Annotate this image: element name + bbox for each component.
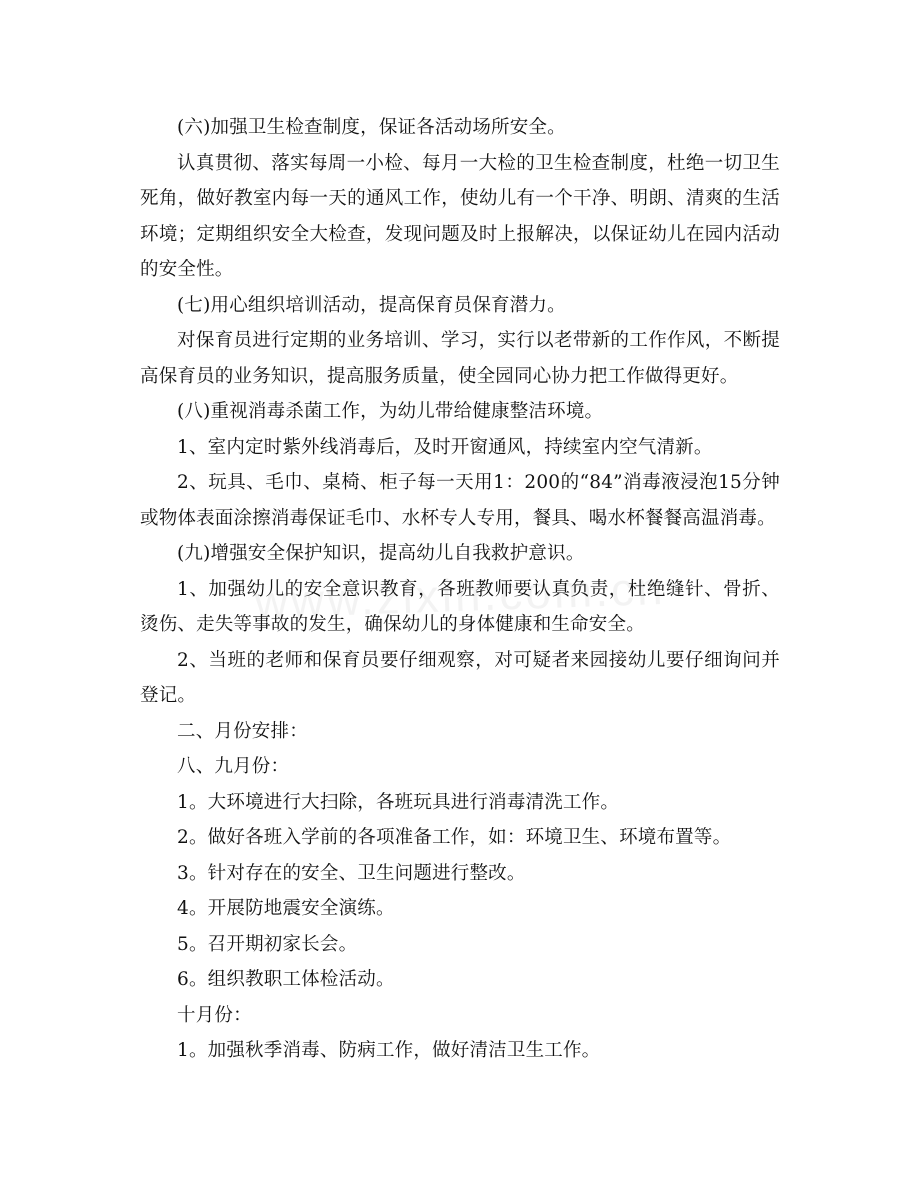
section-heading-6: (六)加强卫生检查制度，保证各活动场所安全。 xyxy=(177,117,566,138)
section-heading-monthly: 二、月份安排： xyxy=(177,720,308,742)
list-item: 2、当班的老师和保育员要仔细观察，对可疑者来园接幼儿要仔细询问并登记。 xyxy=(140,649,780,706)
list-item: 6。组织教职工体检活动。 xyxy=(177,969,395,990)
month-heading-oct: 十月份： xyxy=(177,1004,252,1026)
paragraph: 认真贯彻、落实每周一小检、每月一大检的卫生检查制度，杜绝一切卫生死角，做好教室内每一天的通风工作，使幼儿有一个干净、明朗、清爽的生活环境；定期组织安全大检查，发现问题及时上报解决，以保证幼儿在园内活动的安全性。 xyxy=(140,152,780,280)
section-heading-8: (八)重视消毒杀菌工作，为幼儿带给健康整洁环境。 xyxy=(177,401,604,422)
document-body xyxy=(140,110,780,1069)
list-item: 5。召开期初家长会。 xyxy=(177,933,358,955)
list-item: 1、室内定时紫外线消毒后，及时开窗通风，持续室内空气清新。 xyxy=(177,436,713,458)
list-item: 2。做好各班入学前的各项准备工作，如：环境卫生、环境布置等。 xyxy=(177,827,732,848)
list-item: 3。针对存在的安全、卫生问题进行整改。 xyxy=(177,862,526,884)
paragraph: 对保育员进行定期的业务培训、学习，实行以老带新的工作作风，不断提高保育员的业务知识，提高服务质量，使全园同心协力把工作做得更好。 xyxy=(140,330,780,387)
section-heading-9: (九)增强安全保护知识，提高幼儿自我救护意识。 xyxy=(177,543,585,564)
list-item: 2、玩具、毛巾、桌椅、柜子每一天用1：200的“84”消毒液浸泡15分钟或物体表面涂擦消毒保证毛巾、水杯专人专用，餐具、喝水杯餐餐高温消毒。 xyxy=(140,472,780,529)
list-item: 1、加强幼儿的安全意识教育，各班教师要认真负责，杜绝缝针、骨折、烫伤、走失等事故的发生，确保幼儿的身体健康和生命安全。 xyxy=(140,578,780,635)
list-item: 1。加强秋季消毒、防病工作，做好清洁卫生工作。 xyxy=(177,1040,601,1061)
list-item: 1。大环境进行大扫除，各班玩具进行消毒清洗工作。 xyxy=(177,791,620,813)
month-heading-aug-sep: 八、九月份： xyxy=(177,756,290,777)
section-heading-7: (七)用心组织培训活动，提高保育员保育潜力。 xyxy=(177,294,566,316)
list-item: 4。开展防地震安全演练。 xyxy=(177,898,395,919)
